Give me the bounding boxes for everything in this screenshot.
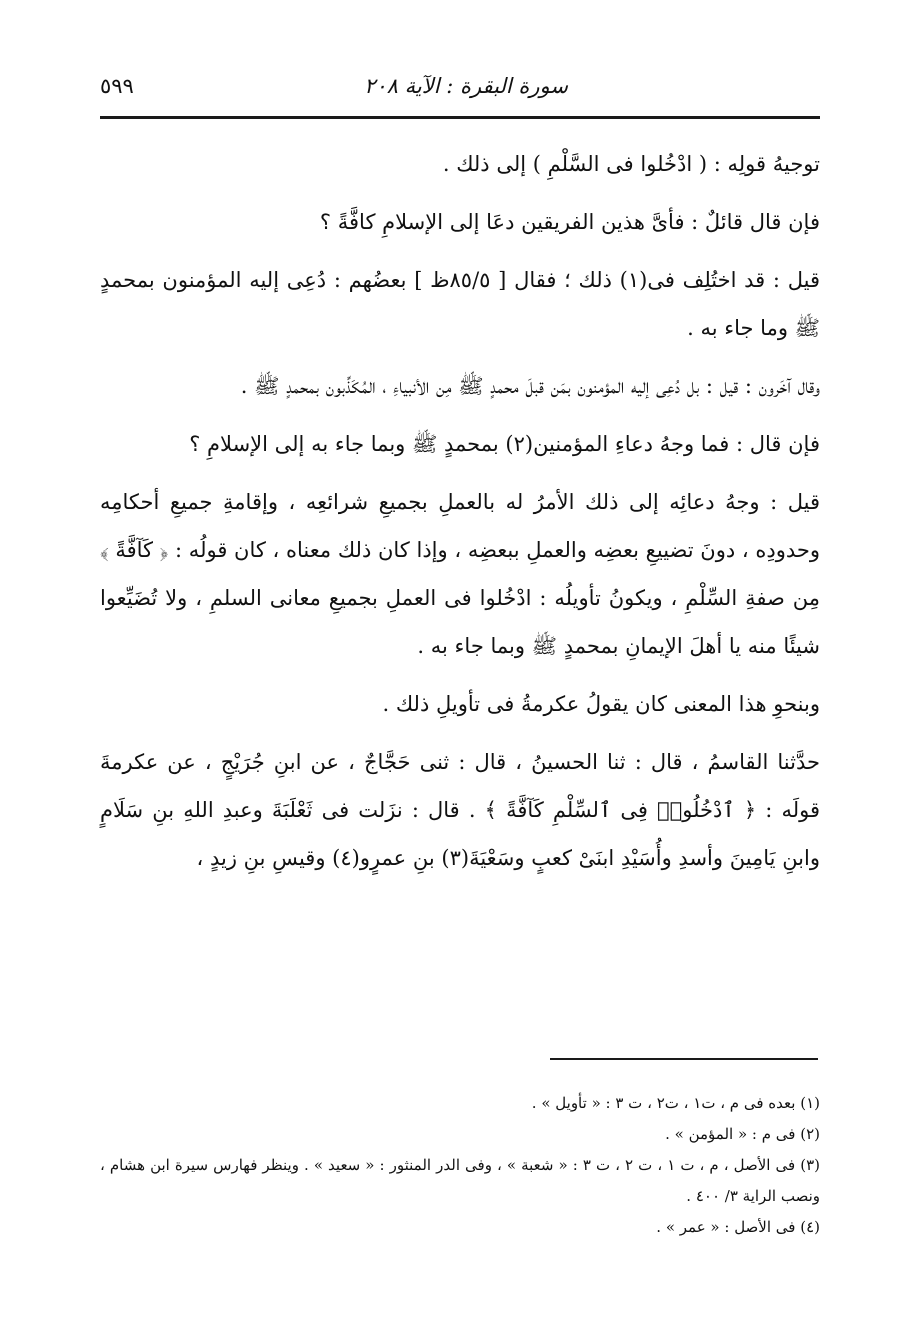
footnote-separator	[550, 1058, 818, 1060]
paragraph: حدَّثنا القاسمُ ، قال : ثنا الحسينُ ، قال : ثنى حَجَّاجٌ ، عن ابنِ جُرَيْجٍ ، عن عكرمةَ قولَه : ﴿ ٱدْخُلُوا۟ فِى ٱلسِّلْمِ كَآفَّةً ﴾ . قال : نزَلت فى ثَعْلَبَةَ وعبدِ اللهِ بنِ سَلَامٍ وابنِ يَامِينَ وأسدِ وأُسَيْدِ ابنَىْ كعبٍ وسَعْيَةَ(٣) بنِ عمرٍو(٤) وقيسِ بنِ زيدٍ ،	[100, 750, 820, 870]
paragraph: قيل : قد اختُلِف فى(١) ذلك ؛ فقال [ ٨٥/٥ظ ] بعضُهم : دُعِى إليه المؤمنون بمحمدٍ ﷺ وما جاء به .	[100, 268, 820, 340]
paragraph: وقال آخَرون : قيل : بل دُعِى إليه المؤمنون بمَن قبلَ محمدٍ ﷺ مِن الأنبياءِ ، المُكَذِّبون بمحمدٍ ﷺ .	[240, 374, 820, 398]
footnotes	[100, 1088, 820, 1243]
paragraph: قيل : وجهُ دعائِه إلى ذلك الأمرُ له بالعملِ بجميعِ شرائعِه ، وإقامةِ جميعِ أحكامِه وحدودِه ، دونَ تضييعِ بعضِه والعملِ ببعضِه ، وإذا كان ذلك معناه ، كان قولُه : ﴿ كَآفَّةً ﴾ مِن صفةِ السِّلْمِ ، ويكونُ تأويلُه : ادْخُلوا فى العملِ بجميعِ معانى السلمِ ، ولا تُضَيِّعوا شيئًا منه يا أهلَ الإيمانِ بمحمدٍ ﷺ وبما جاء به .	[100, 490, 820, 658]
paragraph: فإن قال قائلٌ : فأىَّ هذين الفريقين دعَا إلى الإسلامِ كافَّةً ؟	[319, 210, 820, 234]
header-rule	[100, 116, 820, 119]
footnote: (٣) فى الأصل ، م ، ت ١ ، ت ٢ ، ت ٣ : « شعبة » ، وفى الدر المنثور : « سعيد » . وينظر فهارس سيرة ابن هشام ، ونصب الراية ٣/ ٤٠٠ .	[100, 1156, 820, 1205]
footnote: (٢) فى م : « المؤمن » .	[665, 1125, 820, 1143]
paragraph: وبنحوِ هذا المعنى كان يقولُ عكرمةُ فى تأويلِ ذلك .	[382, 692, 820, 716]
page-header	[100, 66, 820, 110]
footnote: (٤) فى الأصل : « عمر » .	[656, 1218, 820, 1236]
main-text	[100, 140, 820, 882]
footnote: (١) بعده فى م ، ت١ ، ت٢ ، ت ٣ : « تأويل » .	[531, 1094, 820, 1112]
running-title: سورة البقرة : الآية ٢٠٨	[364, 74, 568, 98]
page-number: ٥٩٩	[100, 74, 134, 98]
paragraph: فإن قال : فما وجهُ دعاءِ المؤمنين(٢) بمحمدٍ ﷺ وبما جاء به إلى الإسلامِ ؟	[189, 432, 820, 456]
paragraph: توجيهُ قولِه : ( ادْخُلوا فى السَّلْمِ ) إلى ذلك .	[442, 152, 820, 176]
